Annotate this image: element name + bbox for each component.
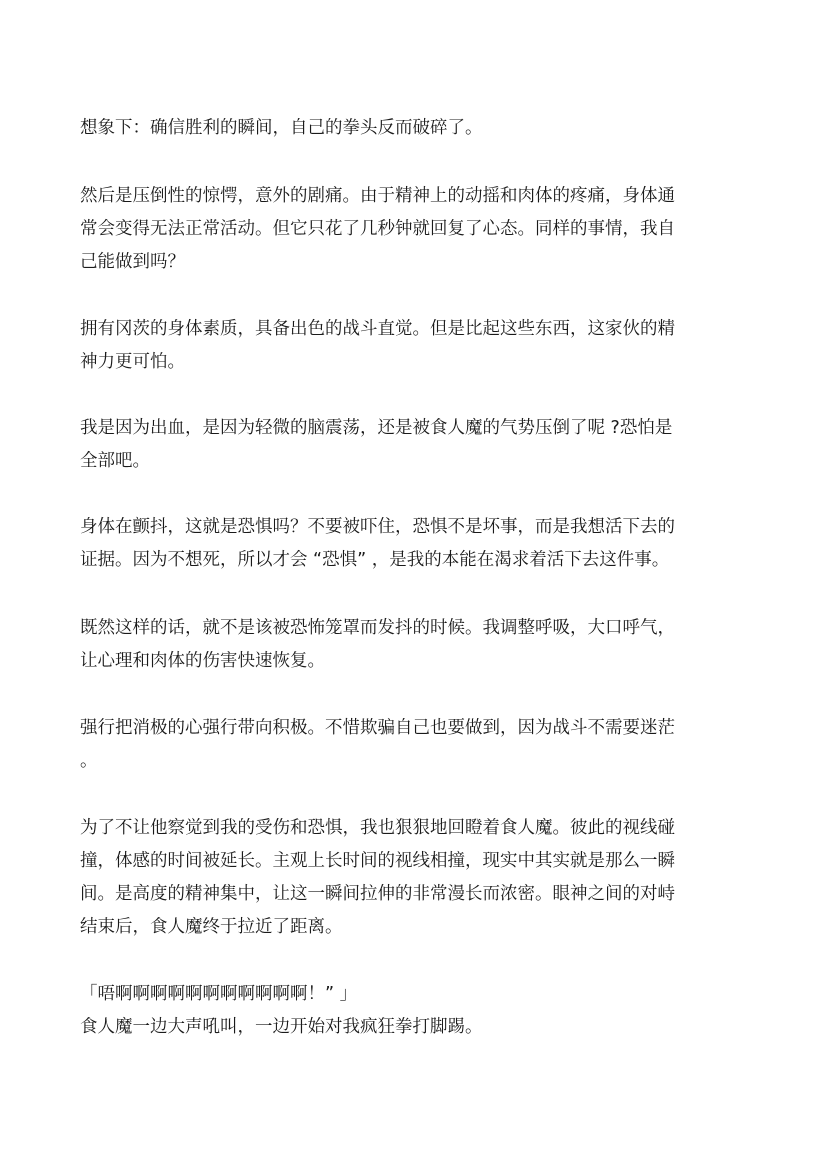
text-line: 既然这样的话，就不是该被恐怖笼罩而发抖的时候。我调整呼吸，大口呼气， [80,618,675,638]
paragraph-9 [80,978,732,1044]
text-line: 强行把消极的心强行带向积极。不惜欺骗自己也要做到，因为战斗不需要迷茫 [80,718,675,738]
text-line: 食人魔一边大声吼叫，一边开始对我疯狂拳打脚踢。 [80,1017,483,1037]
paragraph-7 [80,712,732,778]
text-line: 我是因为出血，是因为轻微的脑震荡，还是被食人魔的气势压倒了呢 ?恐怕是 [80,418,673,438]
paragraph-3 [80,313,732,379]
paragraph-4 [80,412,732,478]
text-line: 间。是高度的精神集中，让这一瞬间拉伸的非常漫长而浓密。眼神之间的对峙 [80,884,675,904]
text-line: 常会变得无法正常活动。但它只花了几秒钟就回复了心态。同样的事情，我自 [80,219,675,239]
paragraph-5 [80,511,732,577]
text-line: 为了不让他察觉到我的受伤和恐惧，我也狠狠地回瞪着食人魔。彼此的视线碰 [80,818,675,838]
text-line: 然后是压倒性的惊愕，意外的剧痛。由于精神上的动摇和肉体的疼痛，身体通 [80,186,675,206]
paragraph-6 [80,612,732,678]
text-line: 结束后，食人魔终于拉近了距离。 [80,917,343,937]
text-line: 让心理和肉体的伤害快速恢复。 [80,651,325,671]
text-line: 身体在颤抖，这就是恐惧吗？不要被吓住，恐惧不是坏事，而是我想活下去的 [80,517,675,537]
text-line: 证据。因为不想死，所以才会 “恐惧” ，是我的本能在渴求着活下去这件事。 [80,550,670,570]
paragraph-8 [80,812,732,944]
paragraph-1 [80,112,732,145]
paragraph-2 [80,180,732,279]
text-line: 想象下：确信胜利的瞬间，自己的拳头反而破碎了。 [80,118,483,138]
text-line: 神力更可怕。 [80,352,185,372]
text-line: 己能做到吗？ [80,252,185,272]
dialogue-line: 「唔啊啊啊啊啊啊啊啊啊啊啊！” 」 [80,984,358,1004]
text-line: 。 [80,751,98,771]
text-line: 全部吧。 [80,451,150,471]
text-line: 撞，体感的时间被延长。主观上长时间的视线相撞，现实中其实就是那么一瞬 [80,851,675,871]
text-line: 拥有冈茨的身体素质，具备出色的战斗直觉。但是比起这些东西，这家伙的精 [80,319,675,339]
